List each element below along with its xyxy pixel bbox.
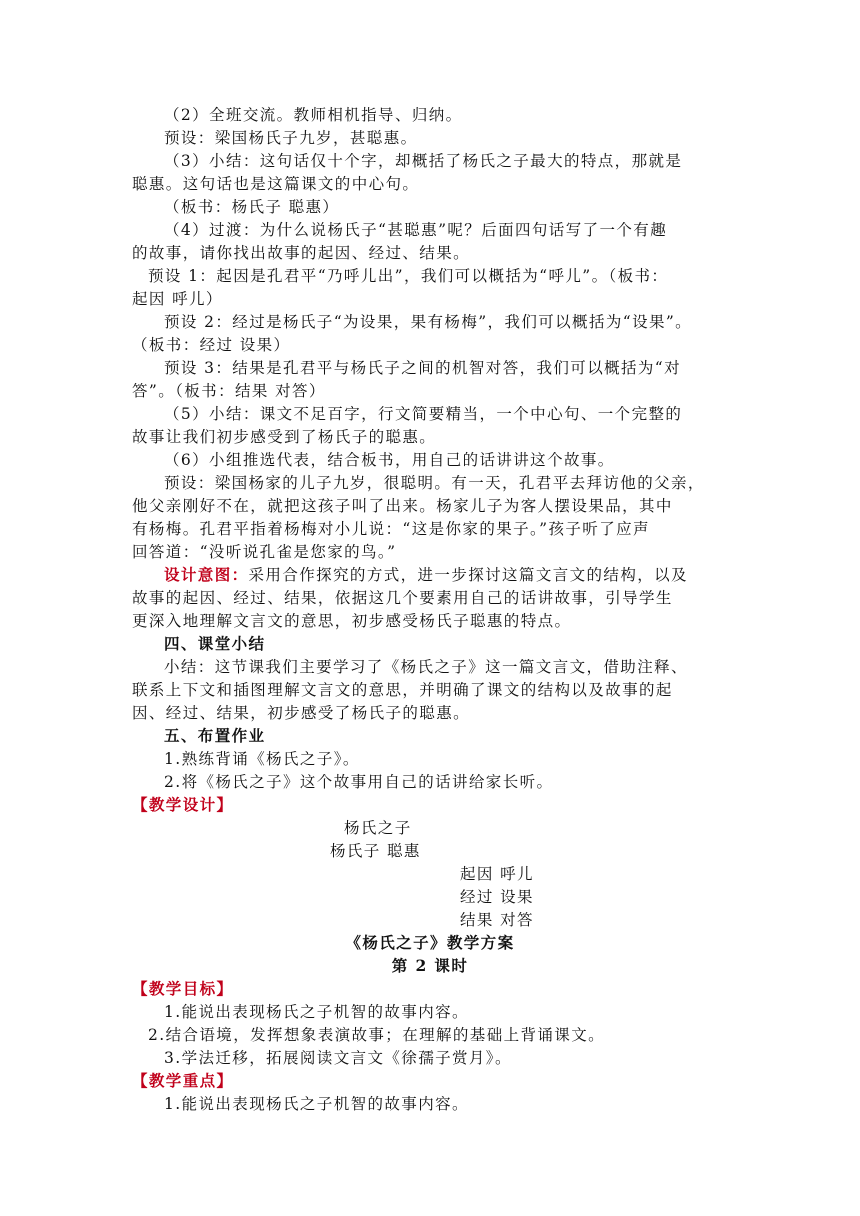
text-line: （6）小组推选代表，结合板书，用自己的话讲讲这个故事。 xyxy=(164,451,615,469)
text-line: 有杨梅。孔君平指着杨梅对小儿说：“这是你家的果子。”孩子听了应声 xyxy=(132,520,650,538)
design-intent-label: 设计意图： xyxy=(164,565,249,584)
text-line: （5）小结：课文不足百字，行文简要精当，一个中心句、一个完整的 xyxy=(164,405,683,423)
list-item: 3.学法迁移，拓展阅读文言文《徐孺子赏月》。 xyxy=(164,1049,512,1067)
text-line: 的故事，请你找出故事的起因、经过、结果。 xyxy=(132,244,471,262)
text-line: 预设 2：经过是杨氏子“为设果，果有杨梅”，我们可以概括为“设果”。 xyxy=(164,313,693,331)
section-label-teaching-goals: 【教学目标】 xyxy=(132,979,234,998)
list-item: 1.能说出表现杨氏之子机智的故事内容。 xyxy=(164,1095,469,1113)
text-line: 联系上下文和插图理解文言文的意思，并明确了课文的结构以及故事的起 xyxy=(132,681,673,699)
lesson-plan-title: 《杨氏之子》教学方案 xyxy=(345,933,515,952)
section-label-teaching-focus: 【教学重点】 xyxy=(132,1071,234,1090)
design-intent-line xyxy=(164,564,688,586)
board-line: 结果 对答 xyxy=(460,911,534,929)
text-line: 更深入地理解文言文的意思，初步感受杨氏子聪惠的特点。 xyxy=(132,612,572,630)
lesson-number: 第 2 课时 xyxy=(391,956,469,975)
board-line: 起因 呼儿 xyxy=(460,865,534,883)
list-item: 1.熟练背诵《杨氏之子》。 xyxy=(164,750,360,768)
list-item: 2.结合语境，发挥想象表演故事；在理解的基础上背诵课文。 xyxy=(148,1026,605,1044)
text-line: 预设：梁国杨氏子九岁，甚聪惠。 xyxy=(164,129,418,147)
text-line: 因、经过、结果，初步感受了杨氏子的聪惠。 xyxy=(132,704,471,722)
section-label-teaching-design: 【教学设计】 xyxy=(132,795,234,814)
text-line: 预设 1：起因是孔君平“乃呼儿出”，我们可以概括为“呼儿”。（板书： xyxy=(148,267,669,285)
list-item: 1.能说出表现杨氏之子机智的故事内容。 xyxy=(164,1003,469,1021)
text-line: 预设：梁国杨家的儿子九岁，很聪明。有一天，孔君平去拜访他的父亲， xyxy=(164,474,705,492)
text-line: （4）过渡：为什么说杨氏子“甚聪惠”呢？后面四句话写了一个有趣 xyxy=(164,221,668,239)
text-line: 故事的起因、经过、结果，依据这几个要素用自己的话讲故事，引导学生 xyxy=(132,589,673,607)
text-line: （2）全班交流。教师相机指导、归纳。 xyxy=(164,106,463,124)
text-line: （板书：经过 设果） xyxy=(132,336,291,354)
text-line: 小结：这节课我们主要学习了《杨氏之子》这一篇文言文，借助注释、 xyxy=(164,658,688,676)
text-line: 他父亲刚好不在，就把这孩子叫了出来。杨家儿子为客人摆设果品，其中 xyxy=(132,497,673,515)
text-line: 预设 3：结果是孔君平与杨氏子之间的机智对答，我们可以概括为“对 xyxy=(164,359,682,377)
section-heading: 五、布置作业 xyxy=(164,726,266,745)
design-intent-text: 采用合作探究的方式，进一步探讨这篇文言文的结构，以及 xyxy=(248,566,688,584)
board-line: 经过 设果 xyxy=(460,888,534,906)
text-line: 回答道：“没听说孔雀是您家的鸟。” xyxy=(132,543,397,561)
text-line: 起因 呼儿） xyxy=(132,290,223,308)
text-line: （板书：杨氏子 聪惠） xyxy=(164,198,340,216)
text-line: 答”。（板书：结果 对答） xyxy=(132,382,326,400)
section-heading: 四、课堂小结 xyxy=(164,634,266,653)
text-line: 故事让我们初步感受到了杨氏子的聪惠。 xyxy=(132,428,437,446)
board-line: 杨氏子 聪惠 xyxy=(330,842,421,860)
text-line: 聪惠。这句话也是这篇课文的中心句。 xyxy=(132,175,420,193)
list-item: 2.将《杨氏之子》这个故事用自己的话讲给家长听。 xyxy=(164,773,554,791)
text-line: （3）小结：这句话仅十个字，却概括了杨氏之子最大的特点，那就是 xyxy=(164,152,683,170)
board-title: 杨氏之子 xyxy=(344,819,412,837)
